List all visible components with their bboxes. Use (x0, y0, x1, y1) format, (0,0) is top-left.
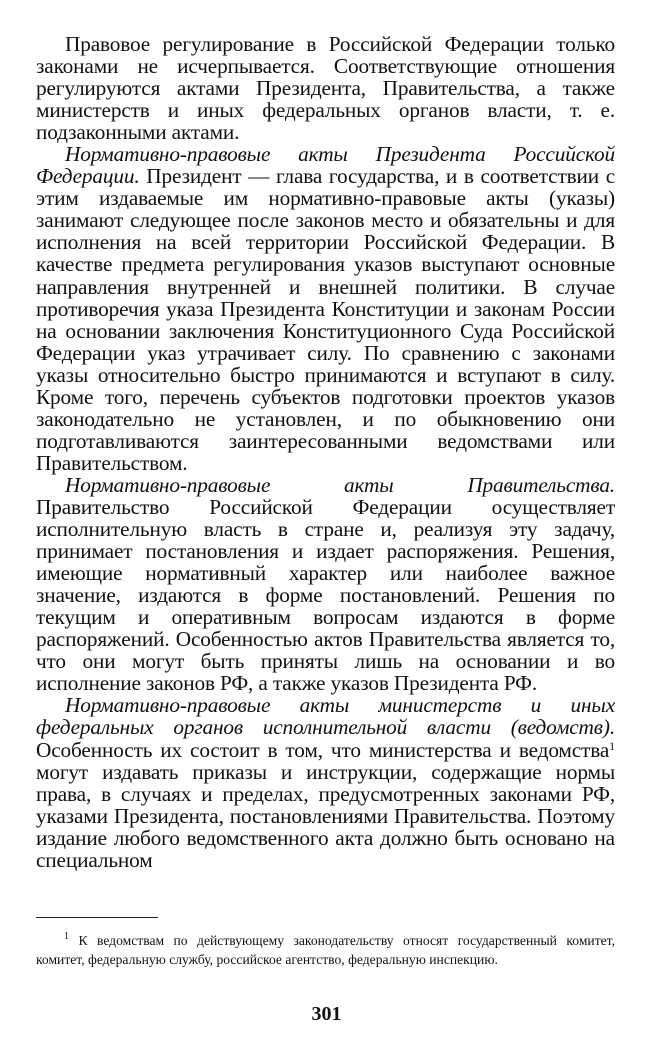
paragraph-president-acts (36, 143, 615, 474)
paragraph-ministry-text-start: Особенность их состоит в том, что министерства и ведомства (36, 737, 610, 762)
paragraph-intro-text: Правовое регулирование в Российской Федерации только законами не исчерпывается. Соответствующие отношения регулируются актами Президента, Правительства, а также министерств и иных федеральных органов власти, т. е. подзаконными актами. (36, 32, 615, 145)
footnote-separator (36, 917, 158, 918)
paragraph-president-text: Президент — глава государства, и в соответствии с этим издаваемые им нормативно-правовые акты (указы) занимают следующее после законов место и обязательны и для исполнения на всей территории Российской Федерации. В качестве предмета регулирования указов выступают основные направления внутренней и внешней политики. В случае противоречия указа Президента Конституции и законам России на основании заключения Конституционного Суда Российской Федерации указ утрачивает силу. По сравнению с законами указы относительно быстро принимаются и вступают в силу. Кроме того, перечень субъектов подготовки проектов указов законодательно не установлен, и по обыкновению они подготавливаются заинтересованными ведомствами или Правительством. (36, 164, 615, 475)
paragraph-heading-ministry: Нормативно-правовые акты министерств и иных федеральных органов исполнительной власти (ведомств). (36, 693, 615, 740)
paragraph-heading-government: Нормативно-правовые акты Правительства. (65, 472, 615, 497)
paragraph-intro (36, 33, 615, 143)
page-number: 301 (311, 1003, 342, 1025)
paragraph-ministry-text-end: могут издавать приказы и инструкции, содержащие нормы права, в случаях и пределах, предусмотренных законами РФ, указами Президента, постановлениями Правительства. Поэтому издание любого ведомственного акта должно быть основано на специальном (36, 759, 615, 872)
paragraph-government-acts (36, 474, 615, 694)
paragraph-ministry-acts (36, 694, 615, 870)
paragraph-government-text: Правительство Российской Федерации осуществляет исполнительную власть в стране и, реализуя эту задачу, принимает постановления и издает распоряжения. Решения, имеющие нормативный характер или наиболее важное значение, издаются в форме постановлений. Решения по текущим и оперативным вопросам издаются в форме распоряжений. Особенностью актов Правительства является то, что они могут быть приняты лишь на основании и во исполнение законов РФ, а также указов Президента РФ. (36, 494, 615, 696)
footnote (36, 931, 615, 969)
footnote-text: К ведомствам по действующему законодательству относят государственный комитет, комитет, федеральную службу, российское агентство, федеральную инспекцию. (36, 933, 615, 967)
main-text (36, 33, 615, 871)
footnote-marker: 1 (64, 931, 69, 942)
footnote-reference: 1 (609, 738, 615, 753)
paragraph-heading-president: Нормативно-правовые акты Президента Российской Федерации. (36, 142, 615, 189)
